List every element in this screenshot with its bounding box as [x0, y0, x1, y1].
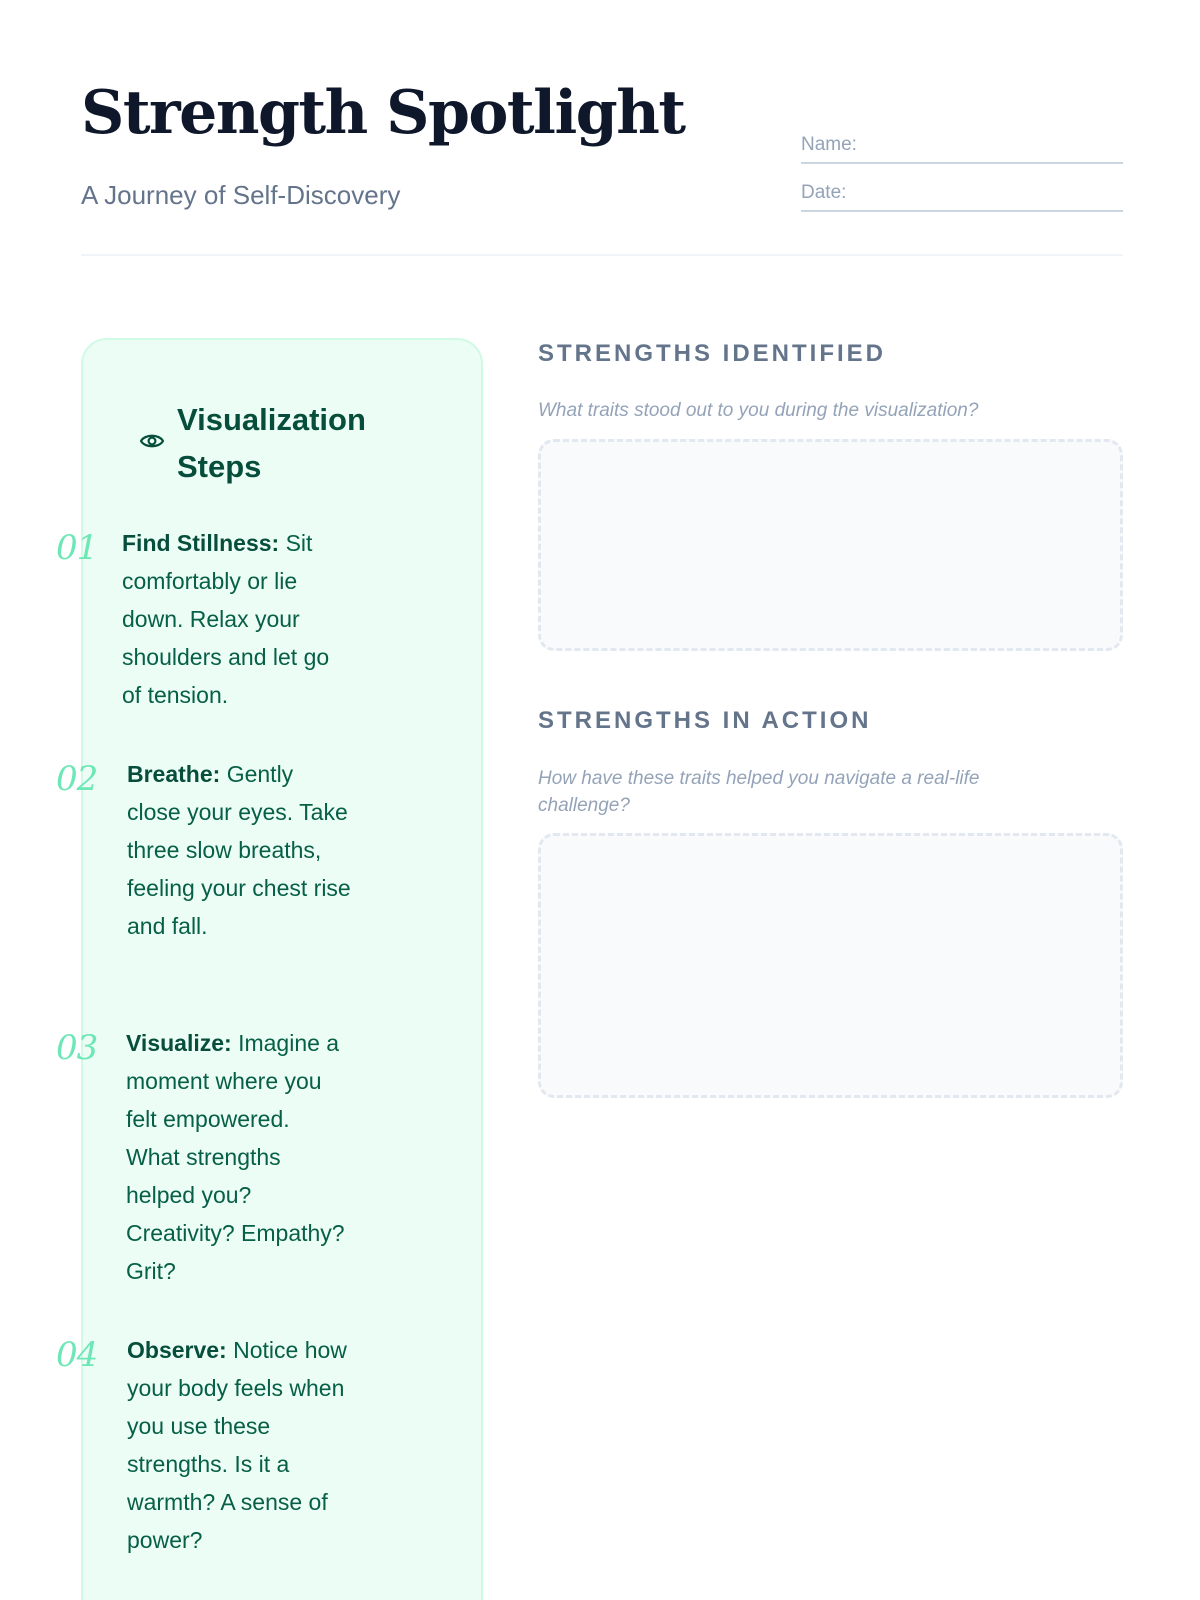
name-field[interactable]: [801, 134, 1123, 164]
eye-icon: [139, 431, 165, 451]
step-text: [126, 1024, 346, 1290]
sidebar-title: Visualization Steps: [177, 402, 366, 484]
name-label: Name:: [801, 134, 857, 155]
step-heading: Visualize:: [126, 1030, 232, 1056]
step-text: [127, 1331, 352, 1559]
step-heading: Breathe:: [127, 761, 221, 787]
step-heading: Observe:: [127, 1337, 227, 1363]
step-description: Notice how your body feels when you use these strengths. Is it a warmth? A sense of power?: [127, 1337, 347, 1553]
step-description: Gently close your eyes. Take three slow breaths, feeling your chest rise and fall.: [127, 761, 351, 939]
step-description: Imagine a moment where you felt empowered. What strengths helped you? Creativity? Empathy? Grit?: [126, 1030, 345, 1284]
step-number: 03: [56, 1028, 98, 1068]
step-number: 01: [56, 528, 98, 568]
page-title: Strength Spotlight: [81, 78, 685, 148]
step-text: [122, 524, 342, 714]
answer-box-strengths-identified[interactable]: [538, 439, 1123, 651]
section-title-strengths-in-action: STRENGTHS IN ACTION: [538, 707, 872, 734]
step-heading: Find Stillness:: [122, 530, 280, 556]
prompt-strengths-in-action: How have these traits helped you navigate a real-life challenge?: [538, 768, 980, 816]
section-title-strengths-identified: STRENGTHS IDENTIFIED: [538, 340, 887, 367]
step-number: 04: [56, 1335, 98, 1375]
prompt-strengths-identified: What traits stood out to you during the visualization?: [538, 400, 979, 421]
step-number: 02: [56, 759, 98, 799]
step-text: [127, 755, 352, 945]
answer-box-strengths-in-action[interactable]: [538, 833, 1123, 1098]
step-description: Sit comfortably or lie down. Relax your shoulders and let go of tension.: [122, 530, 330, 708]
date-field[interactable]: [801, 182, 1123, 212]
date-label: Date:: [801, 182, 847, 203]
worksheet-header: [81, 0, 1123, 256]
page-subtitle: A Journey of Self-Discovery: [81, 180, 401, 210]
